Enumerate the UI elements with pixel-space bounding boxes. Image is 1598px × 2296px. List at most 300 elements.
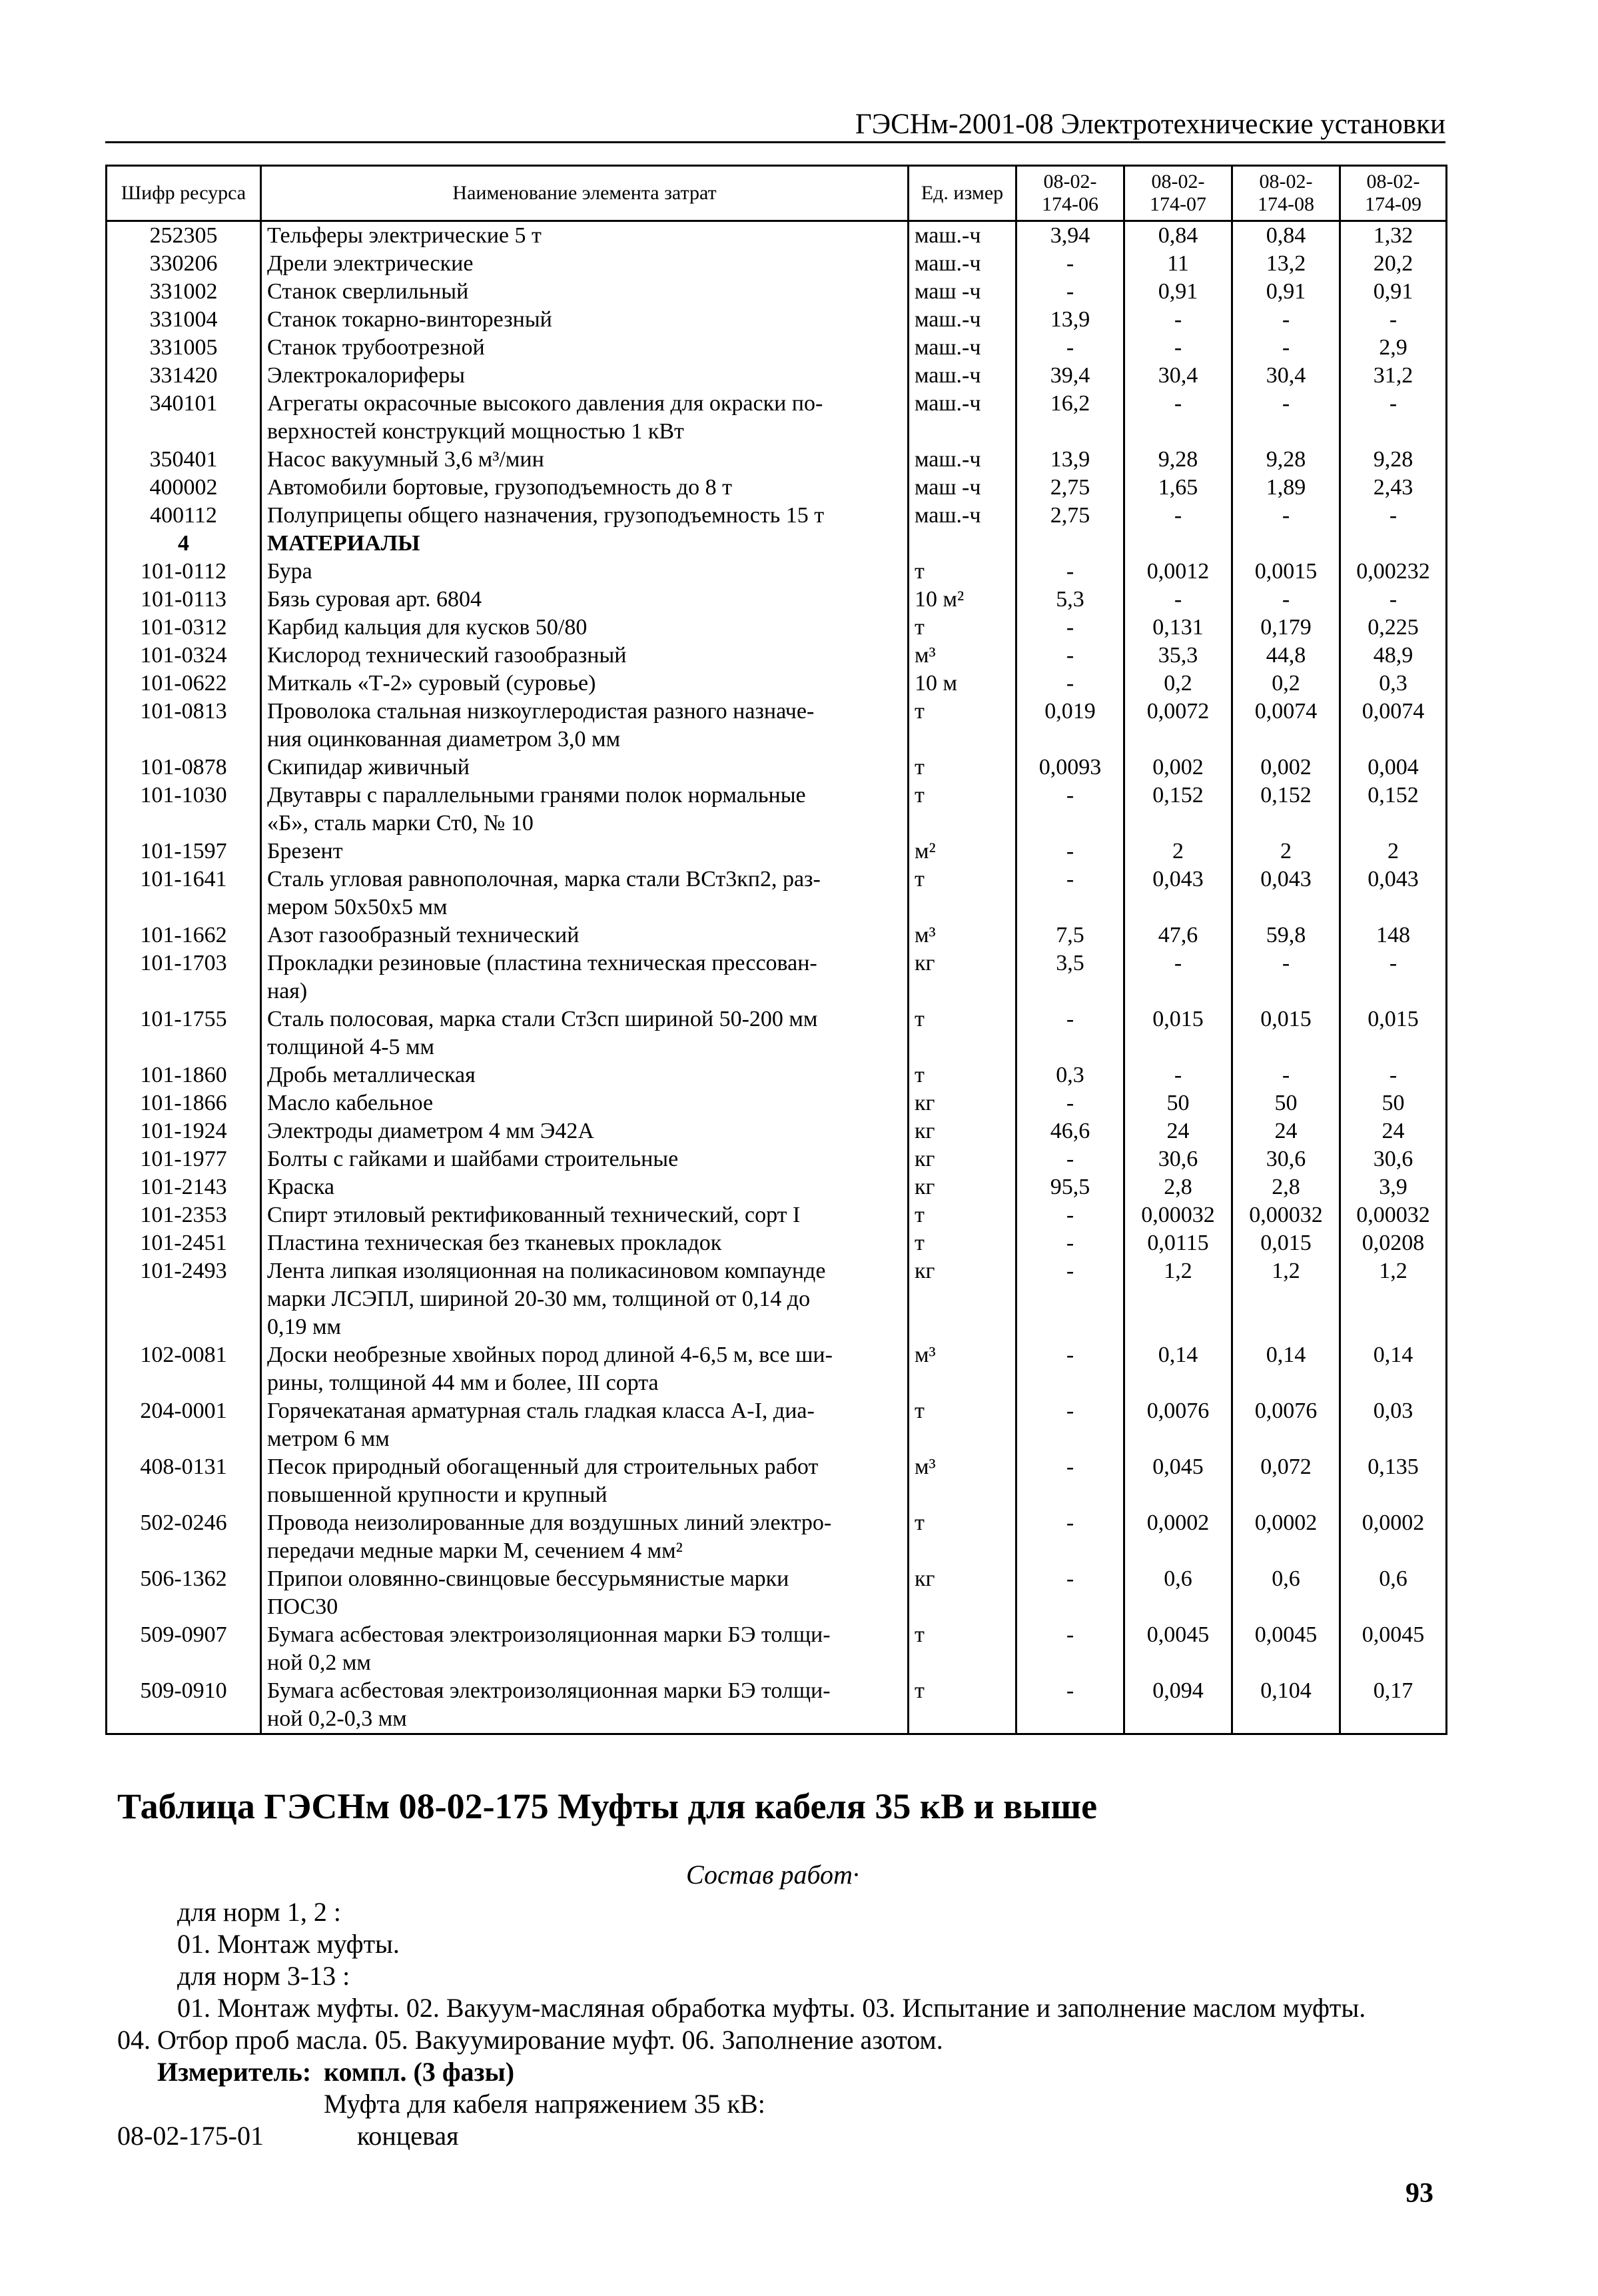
column-header: 08-02- 174-08 (1232, 166, 1340, 221)
cell-v4 (1340, 530, 1447, 558)
cell-name: Припои оловянно-свинцовые бессурьмянистые марки ПОС30 (261, 1565, 909, 1621)
cell-v3 (1232, 530, 1340, 558)
cell-v3: - (1232, 390, 1340, 446)
cell-v3: 0,015 (1232, 1005, 1340, 1061)
cell-v2: - (1124, 390, 1232, 446)
cell-v4: 0,00232 (1340, 558, 1447, 586)
cell-code: 4 (107, 530, 261, 558)
cell-unit: кг (909, 1089, 1016, 1117)
cell-code: 101-1703 (107, 949, 261, 1005)
column-header: 08-02- 174-06 (1016, 166, 1124, 221)
cell-unit: т (909, 1005, 1016, 1061)
cell-v3: 1,89 (1232, 474, 1340, 502)
cell-v3: 0,002 (1232, 754, 1340, 782)
table-row (107, 250, 1447, 278)
table-row (107, 1257, 1447, 1341)
cell-v4: 148 (1340, 921, 1447, 949)
cell-code: 331005 (107, 334, 261, 362)
cell-unit: т (909, 698, 1016, 754)
cell-unit: маш -ч (909, 474, 1016, 502)
cell-v4: 2,9 (1340, 334, 1447, 362)
cell-v3: 0,043 (1232, 865, 1340, 921)
table-row (107, 1509, 1447, 1565)
cell-v2: 30,4 (1124, 362, 1232, 390)
cell-code: 101-0113 (107, 586, 261, 614)
cell-v1 (1016, 530, 1124, 558)
cell-v2: 0,131 (1124, 614, 1232, 642)
cell-v4: 0,00032 (1340, 1201, 1447, 1229)
cell-v1: - (1016, 1229, 1124, 1257)
cell-v2: - (1124, 334, 1232, 362)
cell-code: 509-0907 (107, 1621, 261, 1677)
cell-v4: 1,32 (1340, 221, 1447, 251)
cell-unit: м³ (909, 1453, 1016, 1509)
cell-code: 400002 (107, 474, 261, 502)
cell-v4: 0,91 (1340, 278, 1447, 306)
cell-v1: 5,3 (1016, 586, 1124, 614)
cell-name: Станок сверлильный (261, 278, 909, 306)
cell-unit: т (909, 782, 1016, 838)
cell-unit: кг (909, 1257, 1016, 1341)
cell-v4: - (1340, 502, 1447, 530)
norm-range-label: для норм 1, 2 : (177, 1897, 341, 1927)
cell-name: Горячекатаная арматурная сталь гладкая класса А-I, диа- метром 6 мм (261, 1397, 909, 1453)
cell-v1: - (1016, 1257, 1124, 1341)
column-header: 08-02- 174-09 (1340, 166, 1447, 221)
cell-code: 101-2451 (107, 1229, 261, 1257)
cell-unit: кг (909, 1565, 1016, 1621)
cell-v4: 50 (1340, 1089, 1447, 1117)
cell-name: Краска (261, 1173, 909, 1201)
cell-code: 408-0131 (107, 1453, 261, 1509)
norm-name: концевая (357, 2121, 459, 2151)
cell-v3: - (1232, 586, 1340, 614)
cell-v1: - (1016, 334, 1124, 362)
work-step-line: 01. Монтаж муфты. (177, 1929, 400, 1959)
cell-v4: 0,0074 (1340, 698, 1447, 754)
cell-v1: 0,0093 (1016, 754, 1124, 782)
cell-v4: 31,2 (1340, 362, 1447, 390)
table-row (107, 838, 1447, 865)
cell-v2: 0,0115 (1124, 1229, 1232, 1257)
table-row (107, 921, 1447, 949)
cell-unit: маш.-ч (909, 446, 1016, 474)
meter-label: Измеритель: (157, 2057, 312, 2087)
cell-v3: - (1232, 1061, 1340, 1089)
cell-name: Агрегаты окрасочные высокого давления для окраски по- верхностей конструкций мощностью 1 кВт (261, 390, 909, 446)
norm-code: 08-02-175-01 (117, 2121, 264, 2151)
cell-v2: 50 (1124, 1089, 1232, 1117)
cell-v3: - (1232, 502, 1340, 530)
cell-v4: 3,9 (1340, 1173, 1447, 1201)
table-row (107, 502, 1447, 530)
cell-unit: т (909, 1677, 1016, 1734)
cell-v3: 50 (1232, 1089, 1340, 1117)
table-row (107, 1397, 1447, 1453)
cell-code: 101-0622 (107, 670, 261, 698)
work-step-line: 04. Отбор проб масла. 05. Вакуумирование муфт. 06. Заполнение азотом. (117, 2025, 943, 2055)
cell-code: 506-1362 (107, 1565, 261, 1621)
cell-v2: 0,094 (1124, 1677, 1232, 1734)
running-header: ГЭСНм-2001-08 Электротехнические установки (855, 109, 1445, 140)
cell-name: МАТЕРИАЛЫ (261, 530, 909, 558)
cell-v4: 0,043 (1340, 865, 1447, 921)
table-row (107, 1229, 1447, 1257)
cell-unit: т (909, 865, 1016, 921)
norm-range-label: для норм 3-13 : (177, 1961, 350, 1991)
cell-unit: м³ (909, 921, 1016, 949)
cell-name: Доски необрезные хвойных пород длиной 4-6,5 м, все ши- рины, толщиной 44 мм и более, III сорта (261, 1341, 909, 1397)
cell-v4: 0,3 (1340, 670, 1447, 698)
cell-code: 330206 (107, 250, 261, 278)
cell-v3: 0,91 (1232, 278, 1340, 306)
cell-v2: 0,84 (1124, 221, 1232, 251)
cell-v1: 2,75 (1016, 474, 1124, 502)
cell-name: Тельферы электрические 5 т (261, 221, 909, 251)
cell-v1: - (1016, 642, 1124, 670)
cell-code: 101-1755 (107, 1005, 261, 1061)
cell-name: Проволока стальная низкоуглеродистая разного назначе- ния оцинкованная диаметром 3,0 мм (261, 698, 909, 754)
cell-name: Провода неизолированные для воздушных линий электро- передачи медные марки М, сечением 4 мм² (261, 1509, 909, 1565)
cell-name: Сталь полосовая, марка стали Ст3сп шириной 50-200 мм толщиной 4-5 мм (261, 1005, 909, 1061)
cell-v2: 0,002 (1124, 754, 1232, 782)
cell-v3: 1,2 (1232, 1257, 1340, 1341)
table-row (107, 390, 1447, 446)
cell-unit: т (909, 754, 1016, 782)
table-row (107, 221, 1447, 251)
cell-v1: - (1016, 614, 1124, 642)
cell-v1: - (1016, 1565, 1124, 1621)
table-row (107, 782, 1447, 838)
cell-code: 331004 (107, 306, 261, 334)
cell-name: Карбид кальция для кусков 50/80 (261, 614, 909, 642)
cell-v3: 0,0074 (1232, 698, 1340, 754)
cell-v1: 16,2 (1016, 390, 1124, 446)
cell-v3: - (1232, 306, 1340, 334)
cell-v1: - (1016, 1453, 1124, 1509)
cell-unit: т (909, 1229, 1016, 1257)
cell-name: Электроды диаметром 4 мм Э42А (261, 1117, 909, 1145)
table-row (107, 474, 1447, 502)
cell-unit: м² (909, 838, 1016, 865)
cell-unit: т (909, 1509, 1016, 1565)
cell-name: Сталь угловая равнополочная, марка стали ВСт3кп2, раз- мером 50х50х5 мм (261, 865, 909, 921)
cell-code: 350401 (107, 446, 261, 474)
cell-v4: 0,0002 (1340, 1509, 1447, 1565)
cell-name: Бура (261, 558, 909, 586)
cell-v2: 1,2 (1124, 1257, 1232, 1341)
cell-v4: 0,17 (1340, 1677, 1447, 1734)
table-row (107, 1565, 1447, 1621)
cell-v2: 0,6 (1124, 1565, 1232, 1621)
cell-unit: т (909, 1397, 1016, 1453)
cell-v1: - (1016, 670, 1124, 698)
cell-v2: 35,3 (1124, 642, 1232, 670)
cell-v2: 2,8 (1124, 1173, 1232, 1201)
cell-v3: 0,0002 (1232, 1509, 1340, 1565)
table-row (107, 614, 1447, 642)
cell-unit: м³ (909, 1341, 1016, 1397)
table-row (107, 334, 1447, 362)
cell-unit: маш.-ч (909, 390, 1016, 446)
cell-v4: 9,28 (1340, 446, 1447, 474)
work-step-line: 01. Монтаж муфты. 02. Вакуум-масляная обработка муфты. 03. Испытание и заполнение маслом муфты. (177, 1993, 1366, 2023)
cell-v3: - (1232, 334, 1340, 362)
cell-name: Азот газообразный технический (261, 921, 909, 949)
cell-v3: 0,14 (1232, 1341, 1340, 1397)
table-header-row (107, 166, 1447, 221)
cell-name: Масло кабельное (261, 1089, 909, 1117)
meter-value: компл. (3 фазы) (324, 2057, 515, 2087)
cell-v2: 0,91 (1124, 278, 1232, 306)
cell-v3: 0,6 (1232, 1565, 1340, 1621)
cell-v1: - (1016, 782, 1124, 838)
cell-v2: - (1124, 1061, 1232, 1089)
cell-v3: 0,015 (1232, 1229, 1340, 1257)
cell-code: 101-0112 (107, 558, 261, 586)
cell-name: Бумага асбестовая электроизоляционная марки БЭ толщи- ной 0,2-0,3 мм (261, 1677, 909, 1734)
cell-v3: 30,4 (1232, 362, 1340, 390)
table-row (107, 754, 1447, 782)
cell-name: Миткаль «Т-2» суровый (суровье) (261, 670, 909, 698)
column-header: Наименование элемента затрат (261, 166, 909, 221)
cell-name: Болты с гайками и шайбами строительные (261, 1145, 909, 1173)
cell-unit: т (909, 558, 1016, 586)
table-row (107, 670, 1447, 698)
cell-v1: - (1016, 278, 1124, 306)
cell-v2: 0,0045 (1124, 1621, 1232, 1677)
cell-v2: 0,0072 (1124, 698, 1232, 754)
cell-v1: 3,5 (1016, 949, 1124, 1005)
cell-v2: 0,043 (1124, 865, 1232, 921)
cell-name: Лента липкая изоляционная на поликасиновом компаунде марки ЛСЭПЛ, шириной 20-30 мм, толщиной от 0,14 до 0,19 мм (261, 1257, 909, 1341)
cell-code: 101-1860 (107, 1061, 261, 1089)
table-title: Таблица ГЭСНм 08-02-175 Муфты для кабеля 35 кВ и выше (117, 1786, 1098, 1826)
cell-v2: 0,152 (1124, 782, 1232, 838)
cell-v4: 0,135 (1340, 1453, 1447, 1509)
table-body (107, 221, 1447, 1734)
cell-v1: - (1016, 838, 1124, 865)
table-row (107, 1117, 1447, 1145)
cell-code: 101-0878 (107, 754, 261, 782)
cell-name: Двутавры с параллельными гранями полок нормальные «Б», сталь марки Ст0, № 10 (261, 782, 909, 838)
cell-unit: маш.-ч (909, 221, 1016, 251)
cell-unit: маш.-ч (909, 362, 1016, 390)
cell-v1: - (1016, 1089, 1124, 1117)
cell-name: Станок токарно-винторезный (261, 306, 909, 334)
cell-code: 101-1597 (107, 838, 261, 865)
cell-v2: 2 (1124, 838, 1232, 865)
cell-v1: 0,3 (1016, 1061, 1124, 1089)
cell-code: 101-1641 (107, 865, 261, 921)
cell-unit: маш.-ч (909, 502, 1016, 530)
cell-v4: 0,0208 (1340, 1229, 1447, 1257)
cell-v4: - (1340, 1061, 1447, 1089)
table-row (107, 1341, 1447, 1397)
cell-v2: - (1124, 949, 1232, 1005)
cell-name: Скипидар живичный (261, 754, 909, 782)
cell-v2 (1124, 530, 1232, 558)
cell-unit: маш.-ч (909, 250, 1016, 278)
cell-v3: 0,072 (1232, 1453, 1340, 1509)
cell-v1: - (1016, 1621, 1124, 1677)
cell-code: 102-0081 (107, 1341, 261, 1397)
cell-v1: - (1016, 1341, 1124, 1397)
cell-v4: - (1340, 306, 1447, 334)
cell-v3: 24 (1232, 1117, 1340, 1145)
cell-v3: 2,8 (1232, 1173, 1340, 1201)
cell-code: 101-0324 (107, 642, 261, 670)
table-row (107, 1089, 1447, 1117)
cell-v1: 95,5 (1016, 1173, 1124, 1201)
column-header: Шифр ресурса (107, 166, 261, 221)
cell-v4: 0,015 (1340, 1005, 1447, 1061)
cell-unit: т (909, 1621, 1016, 1677)
cell-v2: 0,00032 (1124, 1201, 1232, 1229)
cell-v4: 20,2 (1340, 250, 1447, 278)
cell-v1: 7,5 (1016, 921, 1124, 949)
cell-name: Кислород технический газообразный (261, 642, 909, 670)
table-row (107, 1173, 1447, 1201)
cell-v3: 0,2 (1232, 670, 1340, 698)
cell-name: Спирт этиловый ректификованный технический, сорт I (261, 1201, 909, 1229)
cell-v4: 0,6 (1340, 1565, 1447, 1621)
cell-code: 101-1030 (107, 782, 261, 838)
cell-v4: - (1340, 390, 1447, 446)
cell-v4: 0,03 (1340, 1397, 1447, 1453)
table-row (107, 278, 1447, 306)
cell-name: Дрели электрические (261, 250, 909, 278)
cell-v4: - (1340, 949, 1447, 1005)
cell-code: 101-0312 (107, 614, 261, 642)
table-row (107, 865, 1447, 921)
cell-v1: - (1016, 1677, 1124, 1734)
table-row (107, 949, 1447, 1005)
table-row (107, 558, 1447, 586)
cell-unit: т (909, 1061, 1016, 1089)
cell-code: 331002 (107, 278, 261, 306)
cell-unit: 10 м (909, 670, 1016, 698)
cell-v1: - (1016, 1509, 1124, 1565)
cell-name: Полуприцепы общего назначения, грузоподъемность 15 т (261, 502, 909, 530)
cell-v4: 0,225 (1340, 614, 1447, 642)
cell-v2: - (1124, 502, 1232, 530)
cell-name: Бумага асбестовая электроизоляционная марки БЭ толщи- ной 0,2 мм (261, 1621, 909, 1677)
cell-unit: маш.-ч (909, 334, 1016, 362)
cell-name: Электрокалориферы (261, 362, 909, 390)
cell-unit: 10 м² (909, 586, 1016, 614)
cell-unit: т (909, 614, 1016, 642)
cell-v2: 0,2 (1124, 670, 1232, 698)
table-row (107, 698, 1447, 754)
cell-code: 502-0246 (107, 1509, 261, 1565)
cell-v2: 0,0076 (1124, 1397, 1232, 1453)
cell-code: 101-1866 (107, 1089, 261, 1117)
cell-v2: 47,6 (1124, 921, 1232, 949)
cell-v2: - (1124, 306, 1232, 334)
cell-v4: 0,14 (1340, 1341, 1447, 1397)
cell-v3: 0,84 (1232, 221, 1340, 251)
cell-v3: 9,28 (1232, 446, 1340, 474)
cell-v3: 0,00032 (1232, 1201, 1340, 1229)
cell-v2: 0,14 (1124, 1341, 1232, 1397)
work-composition-title: Состав работ· (686, 1860, 859, 1890)
cell-v2: 0,045 (1124, 1453, 1232, 1509)
table-row (107, 1005, 1447, 1061)
table-row (107, 1453, 1447, 1509)
cell-v3: 0,0076 (1232, 1397, 1340, 1453)
cell-code: 331420 (107, 362, 261, 390)
cell-v3: 0,179 (1232, 614, 1340, 642)
cell-v3: 0,104 (1232, 1677, 1340, 1734)
table-row (107, 446, 1447, 474)
cell-v1: 0,019 (1016, 698, 1124, 754)
cell-unit: кг (909, 1145, 1016, 1173)
cell-v1: - (1016, 1201, 1124, 1229)
cell-v4: - (1340, 586, 1447, 614)
column-header: 08-02- 174-07 (1124, 166, 1232, 221)
header-rule (105, 141, 1445, 143)
table-row (107, 1677, 1447, 1734)
cell-v3: - (1232, 949, 1340, 1005)
cell-v2: 0,0002 (1124, 1509, 1232, 1565)
cell-name: Станок трубоотрезной (261, 334, 909, 362)
table-row (107, 1621, 1447, 1677)
cell-v3: 0,0015 (1232, 558, 1340, 586)
cell-v2: 11 (1124, 250, 1232, 278)
cell-v4: 1,2 (1340, 1257, 1447, 1341)
cell-name: Пластина техническая без тканевых прокладок (261, 1229, 909, 1257)
cell-name: Прокладки резиновые (пластина техническая прессован- ная) (261, 949, 909, 1005)
cell-v2: 9,28 (1124, 446, 1232, 474)
cell-v1: 39,4 (1016, 362, 1124, 390)
cell-unit: кг (909, 949, 1016, 1005)
column-header: Ед. измер (909, 166, 1016, 221)
cell-v1: 46,6 (1016, 1117, 1124, 1145)
cell-code: 101-2493 (107, 1257, 261, 1341)
cell-code: 400112 (107, 502, 261, 530)
norm-subtitle: Муфта для кабеля напряжением 35 кВ: (324, 2089, 765, 2119)
cell-v2: 30,6 (1124, 1145, 1232, 1173)
cell-code: 101-1662 (107, 921, 261, 949)
cell-v4: 48,9 (1340, 642, 1447, 670)
cell-v3: 13,2 (1232, 250, 1340, 278)
cell-v3: 2 (1232, 838, 1340, 865)
table-row (107, 1061, 1447, 1089)
cell-unit: т (909, 1201, 1016, 1229)
table-row (107, 306, 1447, 334)
cell-unit: маш.-ч (909, 306, 1016, 334)
cell-v3: 0,0045 (1232, 1621, 1340, 1677)
cell-code: 204-0001 (107, 1397, 261, 1453)
cell-v4: 0,004 (1340, 754, 1447, 782)
cell-v1: 2,75 (1016, 502, 1124, 530)
table-row (107, 362, 1447, 390)
cell-unit: м³ (909, 642, 1016, 670)
cell-v1: - (1016, 1397, 1124, 1453)
cell-name: Песок природный обогащенный для строительных работ повышенной крупности и крупный (261, 1453, 909, 1509)
cell-v1: - (1016, 250, 1124, 278)
cell-v2: 0,015 (1124, 1005, 1232, 1061)
cell-unit: кг (909, 1117, 1016, 1145)
cell-code: 101-2353 (107, 1201, 261, 1229)
cell-name: Бязь суровая арт. 6804 (261, 586, 909, 614)
cell-code: 101-1977 (107, 1145, 261, 1173)
table-row (107, 642, 1447, 670)
cell-code: 252305 (107, 221, 261, 251)
cell-v4: 24 (1340, 1117, 1447, 1145)
cell-v2: 24 (1124, 1117, 1232, 1145)
